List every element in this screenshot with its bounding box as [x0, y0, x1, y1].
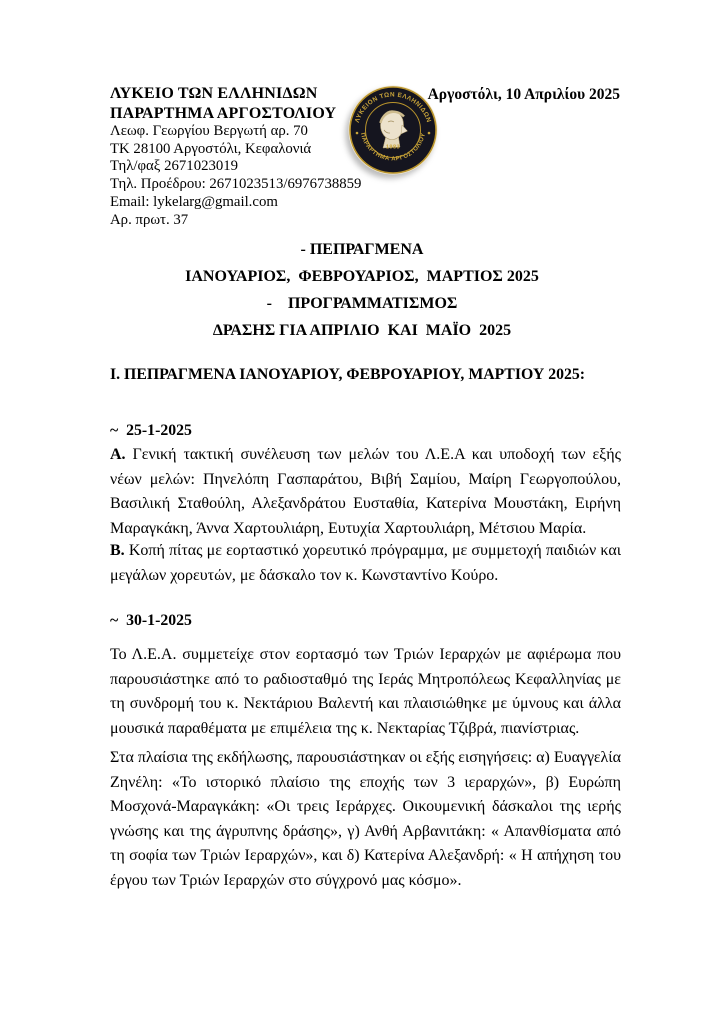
title-line-2: ΙΑΝΟΥΑΡΙΟΣ, ΦΕΒΡΟΥΑΡΙΟΣ, ΜΑΡΤΙΟΣ 2025	[185, 268, 539, 285]
section-heading: Ι. ΠΕΠΡΑΓΜΕΝΑ ΙΑΝΟΥΑΡΙΟΥ, ΦΕΒΡΟΥΑΡΙΟΥ, ΜΑΡΤΙΟΥ 2025:	[110, 366, 586, 383]
document-title-block	[100, 236, 624, 344]
paragraph-b-lead: Β.	[110, 542, 125, 559]
org-name-line1: ΛΥΚΕΙΟ ΤΩΝ ΕΛΛΗΝΙΔΩΝ	[110, 85, 318, 102]
title-line-3: - ΠΡΟΓΡΑΜΜΑΤΙΣΜΟΣ	[266, 295, 458, 312]
document-date: Αργοστόλι, 10 Απριλίου 2025	[427, 86, 620, 103]
title-line-4: ΔΡΑΣΗΣ ΓΙΑ ΑΠΡΙΛΙΟ ΚΑΙ ΜΑΪΟ 2025	[212, 322, 512, 339]
paragraph-a-text: Γενική τακτική συνέλευση των μελών του Λ.Ε.Α και υποδοχή των εξής νέων μελών: Πηνελόπη Γασπαράτου, Βιβή Σαμίου, Μαίρη Γεωργοπούλου, Βασιλική Σταθούλη, Αλεξανδράτου Ευσταθία, Κατερίνα Μουστάκη, Ειρήνη Μαραγκάκη, Άννα Χαρτουλιάρη, Ευτυχία Χαρτουλιάρη, Μέτσιου Μαρία.	[110, 446, 621, 537]
entry-date-25-1-2025: ~ 25-1-2025	[110, 422, 192, 439]
letterhead-address: Λεωφ. Γεωργίου Βεργωτή αρ. 70	[110, 123, 308, 139]
letterhead-postal-code: ΤΚ 28100 Αργοστόλι, Κεφαλονιά	[110, 140, 312, 157]
seal-ring-text-bottom: ΠΑΡΑΡΤΗΜΑ ΑΡΓΟΣΤΟΛΙΟΥ	[358, 132, 428, 163]
paragraph-a	[110, 443, 621, 541]
seal-ring-text-top: ΛΥΚΕΙΟΝ ΤΩΝ ΕΛΛΗΝΙΔΩΝ	[353, 91, 433, 124]
paragraph-b-text: Κοπή πίτας με εορταστικό χορευτικό πρόγραμμα, με συμμετοχή παιδιών και μεγάλων χορευτών, με δάσκαλο τον κ. Κωνσταντίνο Κούρο.	[110, 542, 621, 584]
paragraph-radio-event: Το Λ.Ε.Α. συμμετείχε στον εορτασμό των Τριών Ιεραρχών με αφιέρωμα που παρουσιάστηκε από το ραδιοσταθμό της Ιεράς Μητροπόλεως Κεφαλληνίας με τη συνδρομή του κ. Νεκτάριου Βαλεντή και πλαισιώθηκε με ύμνους και άλλα μουσικά παραθέματα με επιμέλεια της κ. Νεκταρίας Τζιβρά, πιανίστριας.	[110, 646, 621, 737]
paragraph-b	[110, 539, 621, 588]
seal-right-dot	[428, 132, 431, 135]
entry-date-30-1-2025: ~ 30-1-2025	[110, 612, 192, 629]
seal-year: 1983	[385, 144, 401, 151]
title-line-1: - ΠΕΠΡΑΓΜΕΝΑ	[300, 241, 424, 258]
letterhead-email: Email: lykelarg@gmail.com	[110, 193, 278, 210]
letterhead-phone-fax: Τηλ/φαξ 2671023019	[110, 158, 239, 175]
seal-icon	[347, 84, 439, 176]
seal-left-dot	[356, 132, 359, 135]
paragraph-a-lead: Α.	[110, 446, 126, 463]
paragraph-presentations: Στα πλαίσια της εκδήλωσης, παρουσιάστηκαν οι εξής εισηγήσεις: α) Ευαγγελία Ζηνέλη: «Το ιστορικό πλαίσιο της εποχής των 3 ιεραρχών», β) Ευρώπη Μοσχονά-Μαραγκάκη: «Οι τρεις Ιεράρχες. Οικουμενική δάσκαλοι της ιερής γνώσης και της άγρυπνης δράσης», γ) Ανθή Αρβανιτάκη: « Απανθίσματα από τη σοφία των Τριών Ιεραρχών», και δ) Κατερίνα Αλεξανδρή: « Η απήχηση του έργου των Τριών Ιεραρχών στο σύγχρονό μας κόσμο».	[110, 749, 621, 889]
protocol-number: Αρ. πρωτ. 37	[110, 211, 189, 228]
organization-seal-logo	[347, 84, 439, 176]
letterhead-president-phone: Τηλ. Προέδρου: 2671023513/6976738859	[110, 176, 362, 193]
org-name-line2: ΠΑΡΑΡΤΗΜΑ ΑΡΓΟΣΤΟΛΙΟΥ	[110, 104, 337, 122]
